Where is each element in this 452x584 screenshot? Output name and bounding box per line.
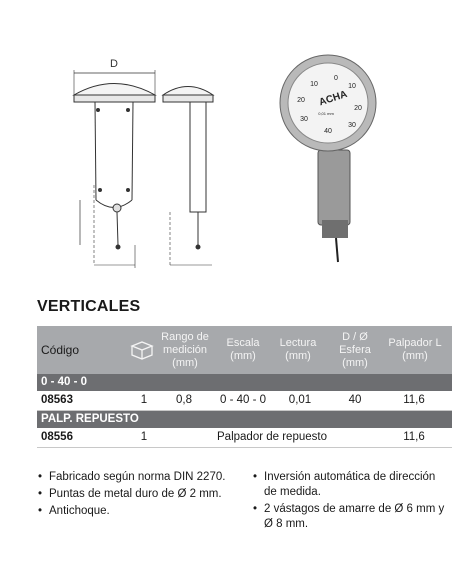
dimension-label: D — [110, 58, 118, 70]
feature-item: • Fabricado según norma DIN 2270. — [37, 470, 252, 485]
group-row: PALP. REPUESTO — [37, 411, 452, 428]
feature-item: • Antichoque. — [37, 504, 252, 519]
feature-item: • Puntas de metal duro de Ø 2 mm. — [37, 487, 252, 502]
cell-palpador: 11,6 — [403, 431, 425, 443]
cell-escala: 0 - 40 - 0 — [219, 394, 267, 406]
features-list-left — [37, 470, 252, 521]
header-lectura: Lectura (mm) — [279, 337, 317, 362]
box-icon — [125, 326, 159, 374]
group-row: 0 - 40 - 0 — [37, 374, 452, 391]
dial-number: 40 — [324, 128, 332, 135]
cell-codigo: 08563 — [41, 394, 73, 406]
dial-number: 0 — [334, 75, 338, 82]
dial-number: 20 — [354, 105, 362, 112]
cell-qty: 1 — [140, 394, 148, 406]
dial-resolution-text: 0,01 mm — [318, 111, 334, 116]
header-esfera: D / Ø Esfera (mm) — [339, 330, 371, 369]
cell-description: Palpador de repuesto — [217, 431, 327, 443]
dial-indicator-photo — [280, 55, 376, 262]
header-escala: Escala (mm) — [226, 337, 260, 362]
dial-number: 20 — [297, 97, 305, 104]
header-palpador: Palpador L (mm) — [388, 337, 442, 362]
dial-number: 30 — [348, 122, 356, 129]
side-view-drawing — [163, 87, 213, 266]
front-view-drawing — [74, 70, 155, 268]
header-codigo: Código — [41, 342, 80, 357]
cell-rango: 0,8 — [176, 394, 192, 406]
cell-codigo: 08556 — [41, 431, 73, 443]
spec-table — [37, 326, 452, 448]
product-illustration — [0, 0, 452, 290]
dial-brand: ACHA — [317, 88, 349, 109]
dial-number: 10 — [348, 83, 356, 90]
header-rango: Rango de medición (mm) — [161, 330, 209, 369]
cell-palpador: 11,6 — [403, 394, 425, 406]
feature-item: • Inversión automática de dirección de medida. — [252, 470, 447, 500]
table-row — [37, 391, 452, 411]
dial-number: 30 — [300, 116, 308, 123]
table-row — [37, 428, 452, 448]
features-list-right — [252, 470, 447, 534]
table-header — [37, 326, 452, 374]
cell-esfera: 40 — [348, 394, 362, 406]
feature-item: • 2 vástagos de amarre de Ø 6 mm y Ø 8 mm. — [252, 502, 447, 532]
cell-lectura: 0,01 — [288, 394, 312, 406]
section-title: VERTICALES — [37, 298, 141, 315]
dial-number: 10 — [310, 81, 318, 88]
cell-qty: 1 — [140, 431, 148, 443]
